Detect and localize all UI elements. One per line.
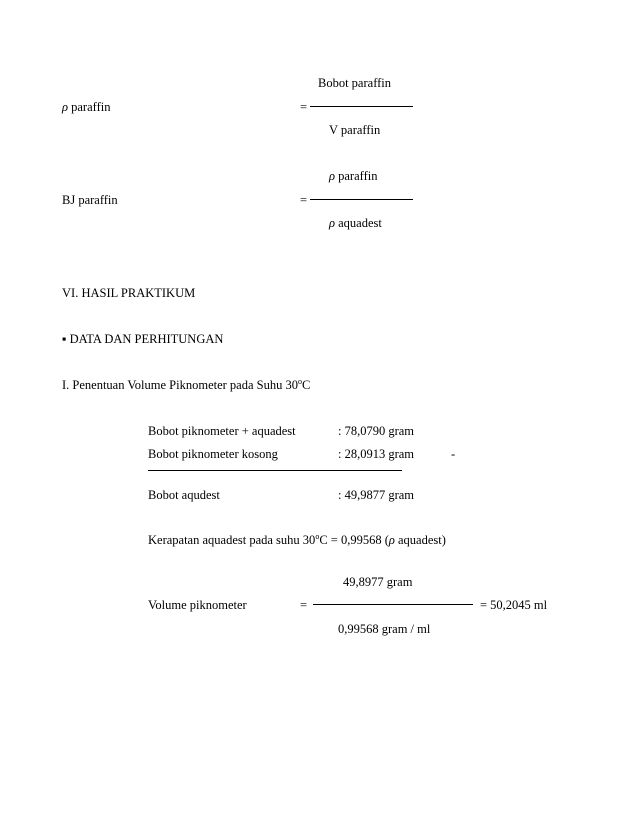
data-row-label: Bobot piknometer + aquadest <box>148 424 296 438</box>
rho-symbol: ρ <box>62 100 68 114</box>
volume-label: Volume piknometer <box>148 598 247 612</box>
result-row-value: : 49,9877 gram <box>338 488 415 502</box>
bullet-heading <box>62 332 223 346</box>
density-fraction-bar <box>310 106 413 107</box>
volume-result: = 50,2045 ml <box>480 598 548 612</box>
data-row-label: Bobot piknometer kosong <box>148 447 278 461</box>
volume-equals: = <box>300 598 308 612</box>
subsection-heading-text: I. Penentuan Volume Piknometer pada Suhu 30 <box>62 378 298 392</box>
volume-numerator: 49,8977 gram <box>343 575 413 589</box>
density-note-suffix: C = 0,99568 ( <box>319 533 389 547</box>
bj-numerator <box>329 169 377 183</box>
subtraction-mark: - <box>451 447 456 461</box>
result-row-label: Bobot aqudest <box>148 488 220 502</box>
density-note <box>148 533 446 547</box>
bj-denominator <box>329 216 382 230</box>
bullet-square-icon: ▪ <box>62 332 67 346</box>
degree-sup: o <box>315 532 320 541</box>
rho-symbol: ρ <box>329 169 335 183</box>
volume-fraction-bar <box>313 604 473 605</box>
subsection-heading <box>62 378 310 392</box>
data-row-value: : 28,0913 gram <box>338 447 415 461</box>
density-denominator: V paraffin <box>329 123 381 137</box>
bj-equals: = <box>300 193 308 207</box>
bj-denominator-text: aquadest <box>338 216 382 230</box>
rho-symbol: ρ <box>329 216 335 230</box>
subsection-heading-suffix: C <box>301 378 311 392</box>
volume-denominator: 0,99568 gram / ml <box>338 622 431 636</box>
bj-fraction-bar <box>310 199 413 200</box>
density-note-tail: aquadest) <box>394 533 446 547</box>
subtraction-line <box>148 470 402 471</box>
density-equals: = <box>300 100 308 114</box>
data-row-value: : 78,0790 gram <box>338 424 415 438</box>
density-lhs <box>62 100 110 114</box>
bj-lhs-label: BJ paraffin <box>62 193 118 207</box>
bj-numerator-text: paraffin <box>338 169 378 183</box>
density-note-text: Kerapatan aquadest pada suhu 30 <box>148 533 316 547</box>
bullet-heading-text: DATA DAN PERHITUNGAN <box>69 332 224 346</box>
degree-sup: o <box>297 377 302 386</box>
rho-symbol: ρ <box>388 533 395 547</box>
section-heading: VI. HASIL PRAKTIKUM <box>62 286 196 300</box>
density-lhs-label: paraffin <box>71 100 111 114</box>
density-numerator: Bobot paraffin <box>318 76 392 90</box>
